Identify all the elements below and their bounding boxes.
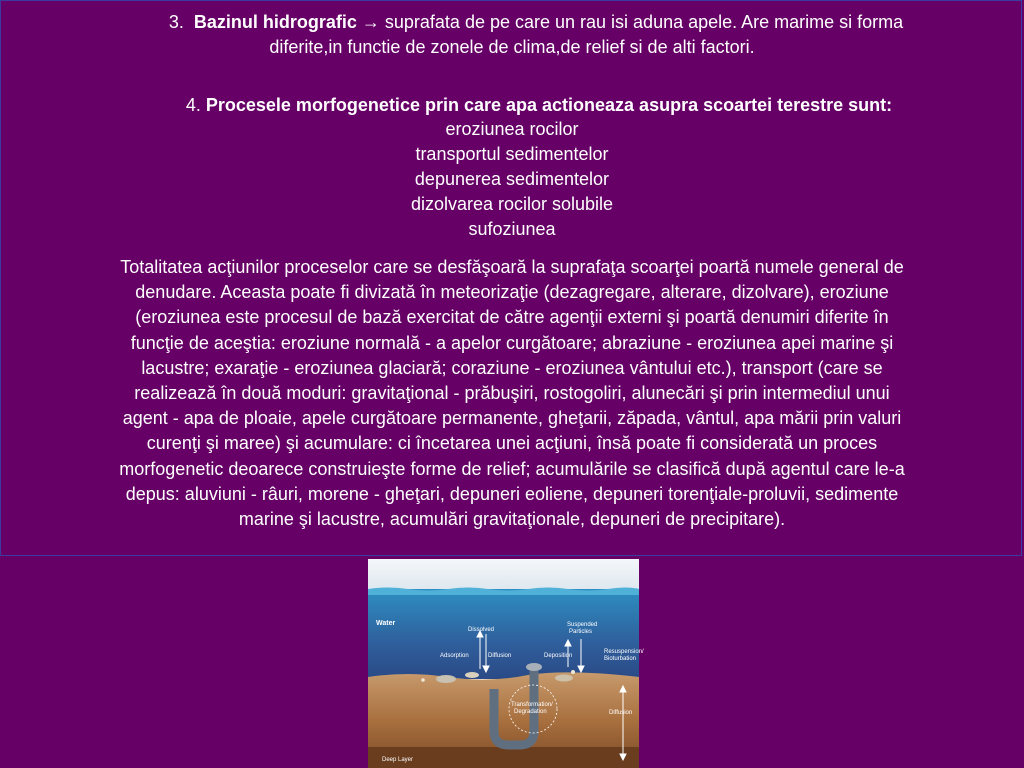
item-4-heading: Procesele morfogenetice prin care apa actioneaza asupra scoartei terestre sunt: [205, 95, 893, 115]
item-3-arrow: → [361, 12, 380, 32]
sediment-diagram-svg [368, 559, 644, 768]
paragraph-line: agent - apa de ploaie, apele curgătoare permanente, gheţarii, zăpada, vântul, apa mării prin valuri [122, 408, 902, 429]
label-suspended-2: Particles [569, 629, 593, 635]
paragraph-line: (eroziunea este procesul de bază exercitat de către agenţii externi şi poartă denumiri diferite în [135, 307, 889, 328]
label-diffusion-top: Diffusion [488, 653, 512, 659]
process-list [0, 117, 1024, 242]
process-item: transportul sedimentelor [415, 144, 609, 164]
item-3-text-line1: suprafata de pe care un rau isi aduna apele. Are marime si forma [384, 12, 904, 32]
process-item: depunerea sedimentelor [414, 169, 610, 189]
item-4-number: 4. [185, 95, 201, 115]
paragraph-line: morfogenetic deoarece construieşte forme de relief; acumulările se clasifică după agentul care le-a [119, 458, 905, 479]
item-4-heading-line [0, 93, 1024, 118]
item-3-term: Bazinul hidrografic [193, 12, 357, 32]
label-transformation-1: Transformation/ [511, 702, 553, 708]
sediment-diagram [368, 559, 644, 768]
paragraph-line: lacustre; exaraţie - eroziunea glaciară; coraziune - eroziunea vântului etc.), transport (care se [141, 357, 883, 378]
label-adsorption: Adsorption [440, 653, 469, 659]
item-3-bazinul-hidrografic [0, 10, 1024, 60]
paragraph-line: Totalitatea acţiunilor proceselor care se desfăşoară la suprafaţa scoarţei poartă numele general de [120, 257, 904, 277]
label-deposition: Deposition [544, 653, 573, 659]
item-3-number: 3. [168, 12, 184, 32]
paragraph-line: realizează în două moduri: gravitaţional - prăbuşiri, rostogoliri, alunecări şi prin intermediul unui [134, 383, 890, 404]
label-water: Water [376, 620, 396, 627]
label-deep-layer: Deep Layer [382, 757, 414, 763]
label-dissolved: Dissolved [468, 627, 495, 633]
label-resuspension-2: Bioturbation [604, 656, 637, 662]
label-resuspension-1: Resuspension/ [604, 649, 644, 655]
paragraph-line: funcţie de aceştia: eroziune normală - a apelor curgătoare; abraziune - eroziunea apei marine şi [130, 332, 894, 353]
water-layer [368, 589, 639, 679]
paragraph-line: depus: aluviuni - râuri, morene - gheţari, depuneri eoliene, depuneri torenţiale-proluvii, sedimente [125, 483, 899, 504]
paragraph-line: marine şi lacustre, acumulări gravitaţionale, depuneri de precipitare). [238, 509, 786, 530]
process-item: dizolvarea rocilor solubile [410, 194, 614, 214]
label-transformation-2: Degradation [514, 709, 547, 715]
label-diffusion-side: Diffusion [609, 710, 633, 716]
item-3-text-line2: diferite,in functie de zonele de clima,de relief si de alti factori. [269, 37, 755, 57]
process-item: sufoziunea [468, 219, 556, 239]
paragraph-line: denudare. Aceasta poate fi divizată în meteorizaţie (dezagregare, alterare, dizolvare), eroziune [135, 282, 889, 303]
sky-area [368, 559, 639, 589]
paragraph-line: curenţi şi maree) şi acumulare: ci încetarea unei acţiuni, însă poate fi considerată un proces [146, 433, 878, 454]
denudare-paragraph [8, 255, 1016, 532]
burrow-opening [526, 663, 542, 671]
process-item: eroziunea rocilor [445, 119, 579, 139]
label-suspended-1: Suspended [567, 622, 598, 628]
